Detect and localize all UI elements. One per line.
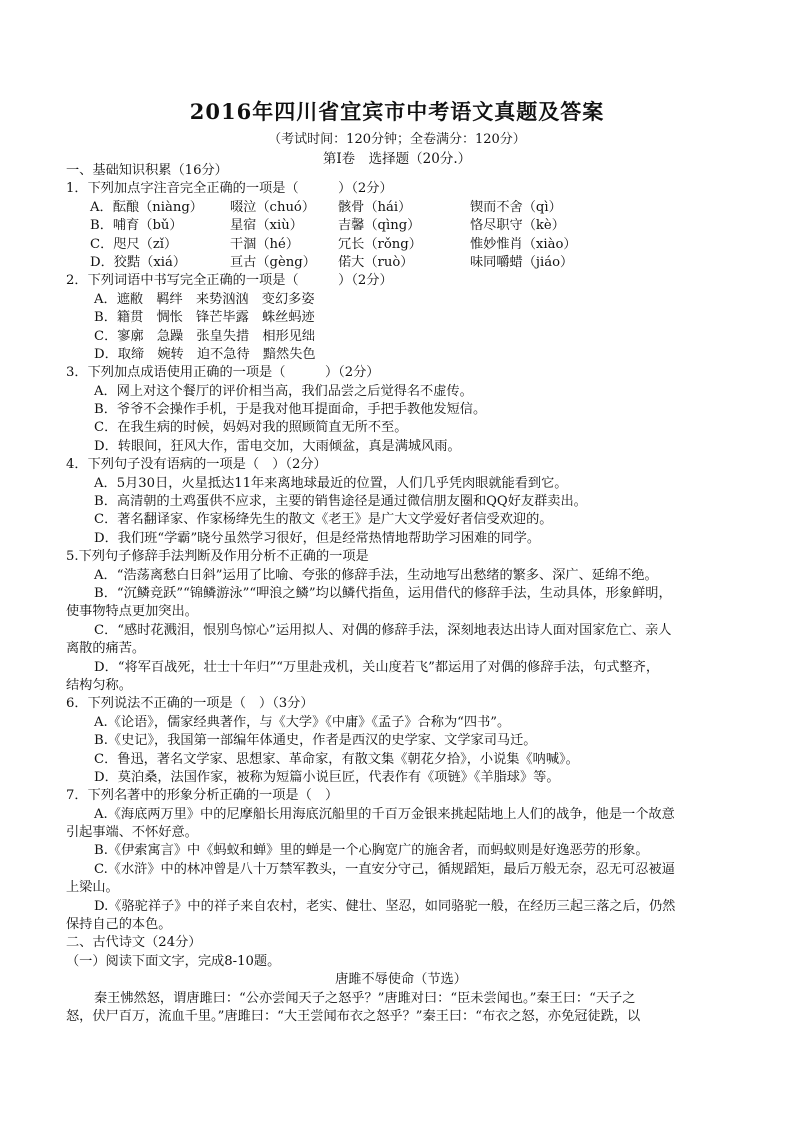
option-item: 味同嚼蜡（jiáo）	[470, 254, 574, 270]
option-a: A．网上对这个餐厅的评价相当高，我们品尝之后觉得名不虚传。	[94, 383, 473, 399]
option-item: 亘古（gèng）	[230, 254, 316, 270]
option-item: D．狡黠（xiá）	[90, 254, 187, 270]
option-d: D．我们班“学霸”晓兮虽然学习很好，但是经常热情地帮助学习困难的同学。	[94, 530, 541, 546]
option-b: B．“沉鳞竞跃”“锦鳞游泳”“呷浪之鳞”均以鳞代指鱼，运用借代的修辞手法，生动具体，形象鲜明，	[94, 585, 672, 601]
option-c: C．鲁迅，著名文学家、思想家、革命家，有散文集《朝花夕拾》，小说集《呐喊》。	[94, 751, 579, 767]
exam-info: （考试时间：120分钟；全卷满分：120分）	[268, 132, 526, 147]
option-d-continued: 结构匀称。	[66, 677, 132, 693]
option-c: C．在我生病的时候，妈妈对我的照顾简直无所不至。	[94, 420, 408, 436]
option-d: D．“将军百战死，壮士十年归”“万里赴戎机，关山度若飞”都运用了对偶的修辞手法，句式整齐，	[94, 659, 660, 675]
section-heading: 二、古代诗文（24分）	[66, 935, 202, 951]
option-a: A．5月30日，火星抵达11年来离地球最近的位置，人们几乎凭肉眼就能看到它。	[94, 475, 568, 491]
passage-paragraph: 秦王怫然怒，谓唐雎曰：“公亦尝闻天子之怒乎？”唐雎对曰：“臣未尝闻也。”秦王曰：“天子之	[94, 990, 636, 1006]
question-stem: 7．下列名著中的形象分析正确的一项是（ ）	[66, 788, 339, 804]
reading-intro: （一）阅读下面文字，完成8-10题。	[66, 953, 281, 969]
part-heading: 第Ⅰ卷 选择题（20分.）	[322, 151, 472, 167]
option-c-continued: 离散的痛苦。	[66, 641, 146, 657]
option-c-continued: 上梁山。	[66, 880, 119, 896]
option-item: 冗长（rǒng）	[338, 236, 422, 252]
option-item: A．酝酿（niàng）	[90, 199, 203, 215]
option-item: 惟妙惟肖（xiào）	[470, 236, 577, 252]
option-c: C．寥廓 急躁 张皇失措 相形见绌	[94, 328, 316, 344]
option-c: C．著名翻译家、作家杨绛先生的散文《老王》是广大文学爱好者信受欢迎的。	[94, 512, 553, 528]
question-stem: 1．下列加点字注音完全正确的一项是（ ）（2分）	[66, 181, 393, 197]
section-heading: 一、基础知识积累（16分）	[66, 163, 228, 178]
option-item: B．哺育（bǔ）	[90, 218, 183, 234]
option-item: 干涸（hé）	[230, 236, 300, 252]
page-title: 2016年四川省宜宾市中考语文真题及答案	[189, 99, 605, 124]
option-item: 恪尽职守（kè）	[470, 218, 565, 234]
option-d: D．莫泊桑，法国作家，被称为短篇小说巨匠，代表作有《项链》《羊脂球》等。	[94, 769, 560, 785]
option-b: B.《伊索寓言》中《蚂蚁和蝉》里的蝉是一个心胸宽广的施舍者，而蚂蚁则是好逸恶劳的形象。	[94, 843, 649, 859]
option-a	[66, 199, 736, 217]
question-stem: 3．下列加点成语使用正确的一项是（ ）（2分）	[66, 365, 380, 381]
option-item: 偌大（ruò）	[338, 254, 414, 270]
option-c: C．“感时花溅泪，恨别鸟惊心”运用拟人、对偶的修辞手法，深刻地表达出诗人面对国家危亡、亲人	[94, 622, 672, 638]
option-d: D．转眼间，狂风大作，雷电交加，大雨倾盆，真是满城风雨。	[94, 438, 461, 454]
question-stem: 2．下列词语中书写完全正确的一项是（ ）（2分）	[66, 273, 393, 289]
option-item: 啜泣（chuó）	[230, 199, 316, 215]
question-stem: 4．下列句子没有语病的一项是（ ）（2分）	[66, 457, 327, 473]
passage-title: 唐雎不辱使命（节选）	[335, 972, 467, 988]
option-c	[66, 236, 736, 254]
option-item: C．咫尺（zǐ）	[90, 236, 178, 252]
option-d-continued: 保持自己的本色。	[66, 917, 172, 933]
option-b: B.《史记》，我国第一部编年体通史，作者是西汉的史学家、文学家司马迁。	[94, 733, 537, 749]
option-a-continued: 引起事端、不怀好意。	[66, 825, 198, 841]
passage-paragraph-continued: 怒，伏尸百万，流血千里。”唐雎曰：“大王尝闻布衣之怒乎？”秦王曰：“布衣之怒，亦免冠徒跣，以	[66, 1008, 641, 1024]
option-b	[66, 217, 736, 235]
option-item: 星宿（xiù）	[230, 218, 303, 234]
option-b: B．高清朝的土鸡蛋供不应求，主要的销售途径是通过微信朋友圈和QQ好友群卖出。	[94, 494, 587, 510]
option-b-continued: 使事物特点更加突出。	[66, 604, 198, 620]
option-a: A．“浩荡离愁白日斜”运用了比喻、夸张的修辞手法，生动地写出愁绪的繁多、深广、延绵不绝。	[94, 567, 658, 583]
option-a: A．遮敝 羁绊 来势汹汹 变幻多姿	[94, 291, 315, 307]
option-d: D．取缔 婉转 迫不急待 黯然失色	[94, 346, 316, 362]
option-a: A.《论语》，儒家经典著作，与《大学》《中庸》《孟子》合称为“四书”。	[94, 714, 511, 730]
option-d	[66, 254, 736, 272]
option-item: 吉馨（qìng）	[338, 218, 421, 234]
option-b: B．爷爷不会操作手机，于是我对他耳提面命，手把手教他发短信。	[94, 402, 487, 418]
question-stem: 5.下列句子修辞手法判断及作用分析不正确的一项是	[66, 549, 369, 565]
option-c: C.《水浒》中的林冲曾是八十万禁军教头，一直安分守己，循规蹈矩，最后万般无奈，忍无可忍被逼	[94, 861, 675, 877]
exam-content	[66, 162, 736, 1026]
question-stem: 6．下列说法不正确的一项是（ ）（3分）	[66, 696, 314, 712]
option-item: 骸骨（hái）	[338, 199, 412, 215]
option-a: A.《海底两万里》中的尼摩船长用海底沉船里的千百万金银来挑起陆地上人们的战争，他是一个故意	[94, 806, 675, 822]
option-d: D.《骆驼祥子》中的祥子来自农村，老实、健壮、坚忍，如同骆驼一般，在经历三起三落之后，仍然	[94, 898, 676, 914]
option-b: B．籍贯 惆怅 锋芒毕露 蛛丝蚂迹	[94, 310, 315, 326]
option-item: 锲而不舍（qì）	[470, 199, 562, 215]
